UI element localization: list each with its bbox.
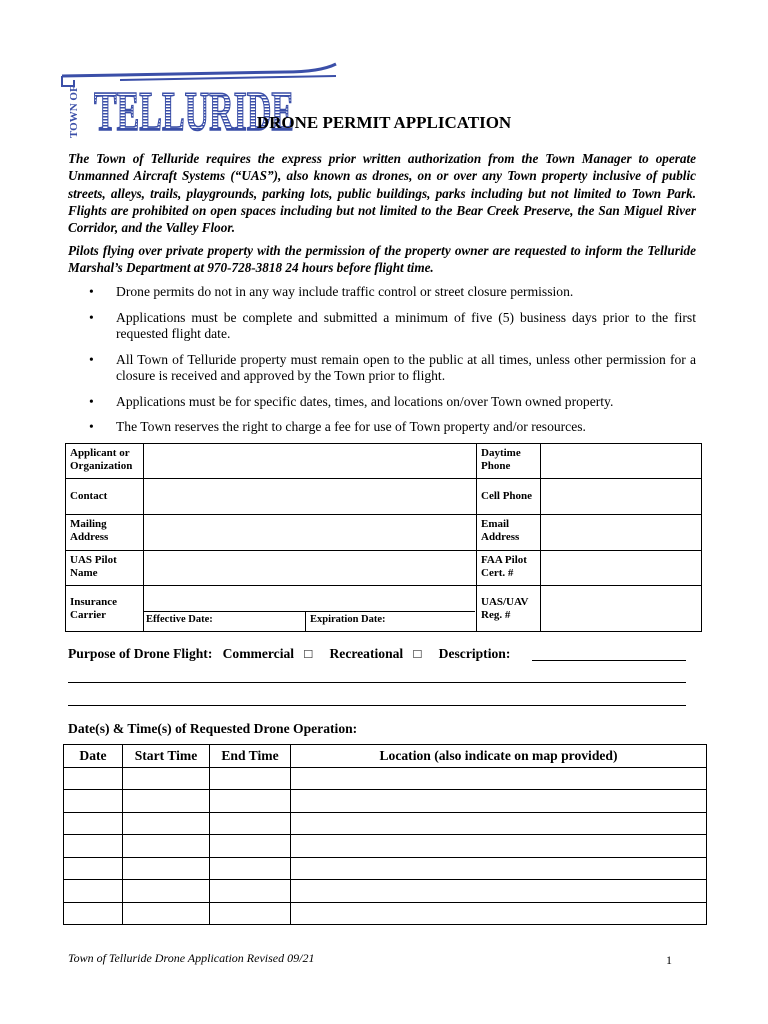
end-time-cell[interactable] <box>210 880 291 903</box>
list-item: • Applications must be for specific dates, times, and locations on/over Town owned property. <box>68 394 696 411</box>
location-header: Location (also indicate on map provided) <box>291 745 707 768</box>
description-field[interactable] <box>532 660 686 661</box>
date-cell[interactable] <box>64 835 123 858</box>
insurance-subrow-line <box>143 611 475 612</box>
list-item: • The Town reserves the right to charge a fee for use of Town property and/or resources. <box>68 419 696 436</box>
recreational-checkbox[interactable]: □ <box>413 646 422 661</box>
end-time-header: End Time <box>210 745 291 768</box>
date-cell[interactable] <box>64 857 123 880</box>
applicant-label: Applicant or Organization <box>66 444 144 479</box>
table-row <box>64 812 707 835</box>
end-time-cell[interactable] <box>210 812 291 835</box>
cell-phone-label: Cell Phone <box>477 479 541 515</box>
location-cell[interactable] <box>291 835 707 858</box>
purpose-row <box>68 646 510 662</box>
email-address-label: Email Address <box>477 515 541 551</box>
start-time-cell[interactable] <box>123 902 210 925</box>
description-line-2[interactable] <box>68 682 686 683</box>
list-item: • All Town of Telluride property must remain open to the public at all times, unless other permission for a closure is received and approved by the Town prior to flight. <box>68 352 696 385</box>
date-header: Date <box>64 745 123 768</box>
end-time-cell[interactable] <box>210 902 291 925</box>
start-time-cell[interactable] <box>123 790 210 813</box>
location-cell[interactable] <box>291 812 707 835</box>
intro-paragraph-2: Pilots flying over private property with the permission of the property owner are requested to inform the Telluride Marshal’s Department at 970-728-3818 24 hours before flight time. <box>68 243 696 276</box>
daytime-phone-label: Daytime Phone <box>477 444 541 479</box>
uas-pilot-name-field[interactable] <box>144 551 477 586</box>
insurance-carrier-label: Insurance Carrier <box>66 586 144 632</box>
start-time-header: Start Time <box>123 745 210 768</box>
mailing-address-label: Mailing Address <box>66 515 144 551</box>
intro-paragraph-1: The Town of Telluride requires the express prior written authorization from the Town Manager to operate Unmanned Aircraft Systems (“UAS”), also known as drones, on or over any Town property inclusive of public streets, alleys, trails, playgrounds, parking lots, public buildings, parks including but not limited to Town Park. Flights are prohibited on open spaces including but not limited to the Bear Creek Preserve, the San Miguel River Corridor, and the Valley Floor. <box>68 151 696 236</box>
table-row <box>64 767 707 790</box>
purpose-label: Purpose of Drone Flight: <box>68 646 213 661</box>
dates-table <box>63 744 707 925</box>
recreational-label: Recreational <box>329 646 404 661</box>
faa-pilot-cert-field[interactable] <box>541 551 702 586</box>
daytime-phone-field[interactable] <box>541 444 702 479</box>
date-cell[interactable] <box>64 767 123 790</box>
description-label: Description: <box>438 646 511 661</box>
start-time-cell[interactable] <box>123 812 210 835</box>
applicant-field[interactable] <box>144 444 477 479</box>
faa-pilot-cert-label: FAA Pilot Cert. # <box>477 551 541 586</box>
logo-main-text: TELLURIDE <box>94 81 294 143</box>
table-row <box>64 835 707 858</box>
start-time-cell[interactable] <box>123 767 210 790</box>
end-time-cell[interactable] <box>210 767 291 790</box>
list-item: • Applications must be complete and submitted a minimum of five (5) business days prior to the first requested flight date. <box>68 310 696 343</box>
date-cell[interactable] <box>64 902 123 925</box>
page-title: DRONE PERMIT APPLICATION <box>256 113 512 132</box>
start-time-cell[interactable] <box>123 857 210 880</box>
location-cell[interactable] <box>291 857 707 880</box>
end-time-cell[interactable] <box>210 835 291 858</box>
table-row <box>64 880 707 903</box>
table-row <box>64 790 707 813</box>
date-cell[interactable] <box>64 790 123 813</box>
description-line-3[interactable] <box>68 705 686 706</box>
end-time-cell[interactable] <box>210 790 291 813</box>
commercial-label: Commercial <box>222 646 295 661</box>
end-time-cell[interactable] <box>210 857 291 880</box>
date-cell[interactable] <box>64 812 123 835</box>
cell-phone-field[interactable] <box>541 479 702 515</box>
applicant-info-table <box>65 443 702 632</box>
location-cell[interactable] <box>291 767 707 790</box>
table-row <box>64 902 707 925</box>
requirements-list <box>68 284 696 445</box>
mailing-address-field[interactable] <box>144 515 477 551</box>
uas-pilot-name-label: UAS Pilot Name <box>66 551 144 586</box>
expiration-date-label: Expiration Date: <box>310 614 386 625</box>
location-cell[interactable] <box>291 880 707 903</box>
table-row <box>64 857 707 880</box>
footer-text: Town of Telluride Drone Application Revised 09/21 <box>68 951 315 965</box>
start-time-cell[interactable] <box>123 835 210 858</box>
page-number: 1 <box>666 953 672 967</box>
uas-reg-label: UAS/UAV Reg. # <box>477 586 541 632</box>
dates-section-title: Date(s) & Time(s) of Requested Drone Operation: <box>68 721 358 736</box>
effective-date-label: Effective Date: <box>146 614 213 625</box>
insurance-subrow-divider <box>305 611 306 631</box>
list-item: • Drone permits do not in any way include traffic control or street closure permission. <box>68 284 696 301</box>
email-address-field[interactable] <box>541 515 702 551</box>
contact-field[interactable] <box>144 479 477 515</box>
uas-reg-field[interactable] <box>541 586 702 632</box>
start-time-cell[interactable] <box>123 880 210 903</box>
location-cell[interactable] <box>291 790 707 813</box>
date-cell[interactable] <box>64 880 123 903</box>
contact-label: Contact <box>66 479 144 515</box>
location-cell[interactable] <box>291 902 707 925</box>
logo-small-text: TOWN OF <box>68 85 80 138</box>
commercial-checkbox[interactable]: □ <box>304 646 313 661</box>
